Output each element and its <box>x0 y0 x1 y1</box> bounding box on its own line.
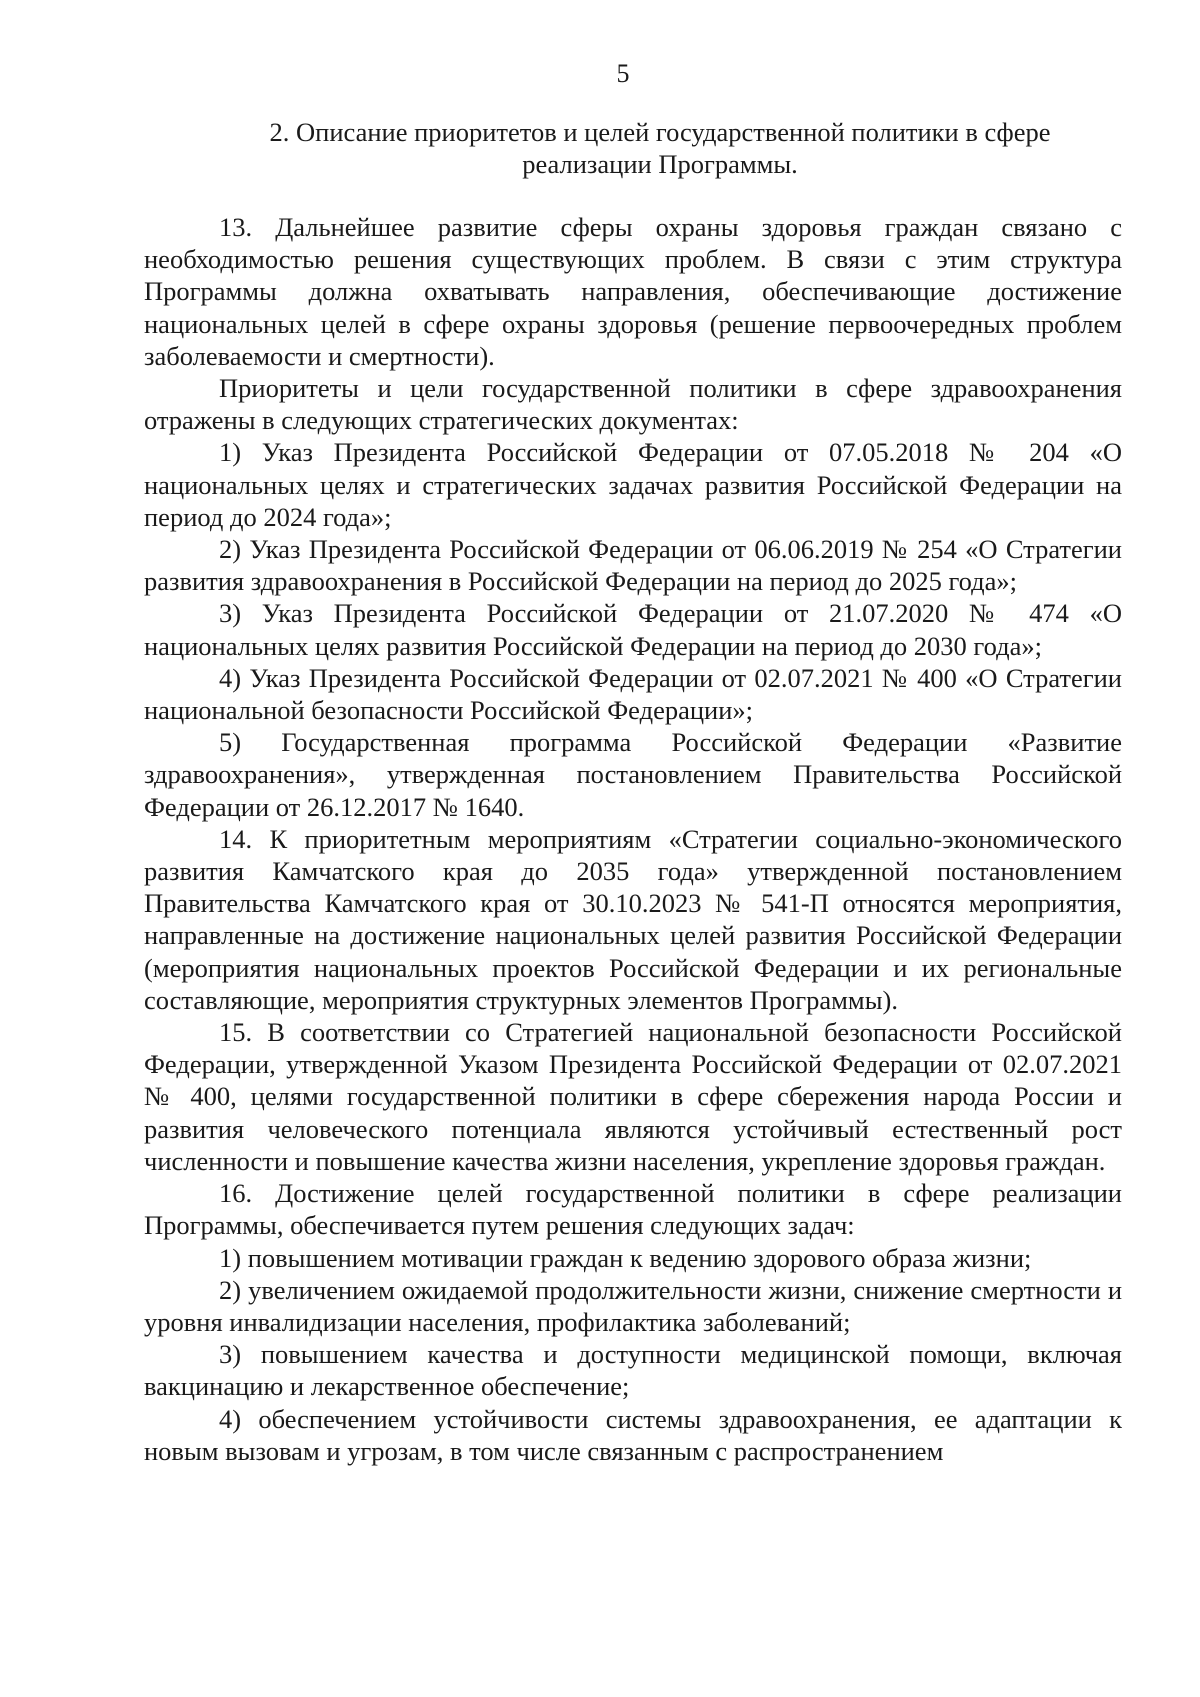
list-item-task-1: 1) повышением мотивации граждан к ведению здорового образа жизни; <box>219 1242 1032 1273</box>
list-item-task-4: 4) обеспечением устойчивости системы здравоохранения, ее адаптации к новым вызовам и угрозам, в том числе связанным с распространением <box>144 1403 1122 1466</box>
paragraph-13: 13. Дальнейшее развитие сферы охраны здоровья граждан связано с необходимостью решения существующих проблем. В связи с этим структура Программы должна охватывать направления, обеспечивающие достижение национальных целей в сфере охраны здоровья (решение первоочередных проблем заболеваемости и смертности). <box>144 212 1122 371</box>
paragraph-14: 14. К приоритетным мероприятиям «Стратегии социально-экономического развития Камчатского края до 2035 года» утвержденной постановлением Правительства Камчатского края от 30.10.2023 № 541-П относятся мероприятия, направленные на достижение национальных целей развития Российской Федерации (мероприятия национальных проектов Российской Федерации и их региональные составляющие, мероприятия структурных элементов Программы). <box>144 823 1122 1015</box>
list-item-decree-4: 4) Указ Президента Российской Федерации от 02.07.2021 № 400 «О Стратегии национальной безопасности Российской Федерации»; <box>144 662 1122 726</box>
list-item-task-3: 3) повышением качества и доступности медицинской помощи, включая вакцинацию и лекарственное обеспечение; <box>144 1339 1122 1402</box>
section-title-line: 2. Описание приоритетов и целей государственной политики в сфере <box>269 117 1051 147</box>
paragraph-15: 15. В соответствии со Стратегией национальной безопасности Российской Федерации, утвержденной Указом Президента Российской Федерации от 02.07.2021 № 400, целями государственной политики в сфере сбережения народа России и развития человеческого потенциала являются устойчивый естественный рост численности и повышение качества жизни населения, укрепление здоровья граждан. <box>144 1017 1122 1176</box>
page-number: 5 <box>616 59 630 88</box>
paragraph-priorities-intro: Приоритеты и цели государственной политики в сфере здравоохранения отражены в следующих стратегических документах: <box>144 373 1122 436</box>
document-body <box>144 211 1122 1467</box>
paragraph-16: 16. Достижение целей государственной политики в сфере реализации Программы, обеспечивается путем решения следующих задач: <box>144 1178 1122 1241</box>
list-item-decree-3: 3) Указ Президента Российской Федерации от 21.07.2020 № 474 «О национальных целях развития Российской Федерации на период до 2030 года»; <box>144 598 1122 661</box>
list-item-state-program: 5) Государственная программа Российской Федерации «Развитие здравоохранения», утвержденная постановлением Правительства Российской Федерации от 26.12.2017 № 1640. <box>144 727 1122 822</box>
section-title-line: реализации Программы. <box>522 149 798 179</box>
list-item-decree-2: 2) Указ Президента Российской Федерации от 06.06.2019 № 254 «О Стратегии развития здравоохранения в Российской Федерации на период до 2025 года»; <box>144 534 1122 597</box>
list-item-task-2: 2) увеличением ожидаемой продолжительности жизни, снижение смертности и уровня инвалидизации населения, профилактика заболеваний; <box>144 1274 1122 1337</box>
list-item-decree-1: 1) Указ Президента Российской Федерации от 07.05.2018 № 204 «О национальных целях и стратегических задачах развития Российской Федерации на период до 2024 года»; <box>144 437 1122 532</box>
section-title <box>210 116 1110 180</box>
